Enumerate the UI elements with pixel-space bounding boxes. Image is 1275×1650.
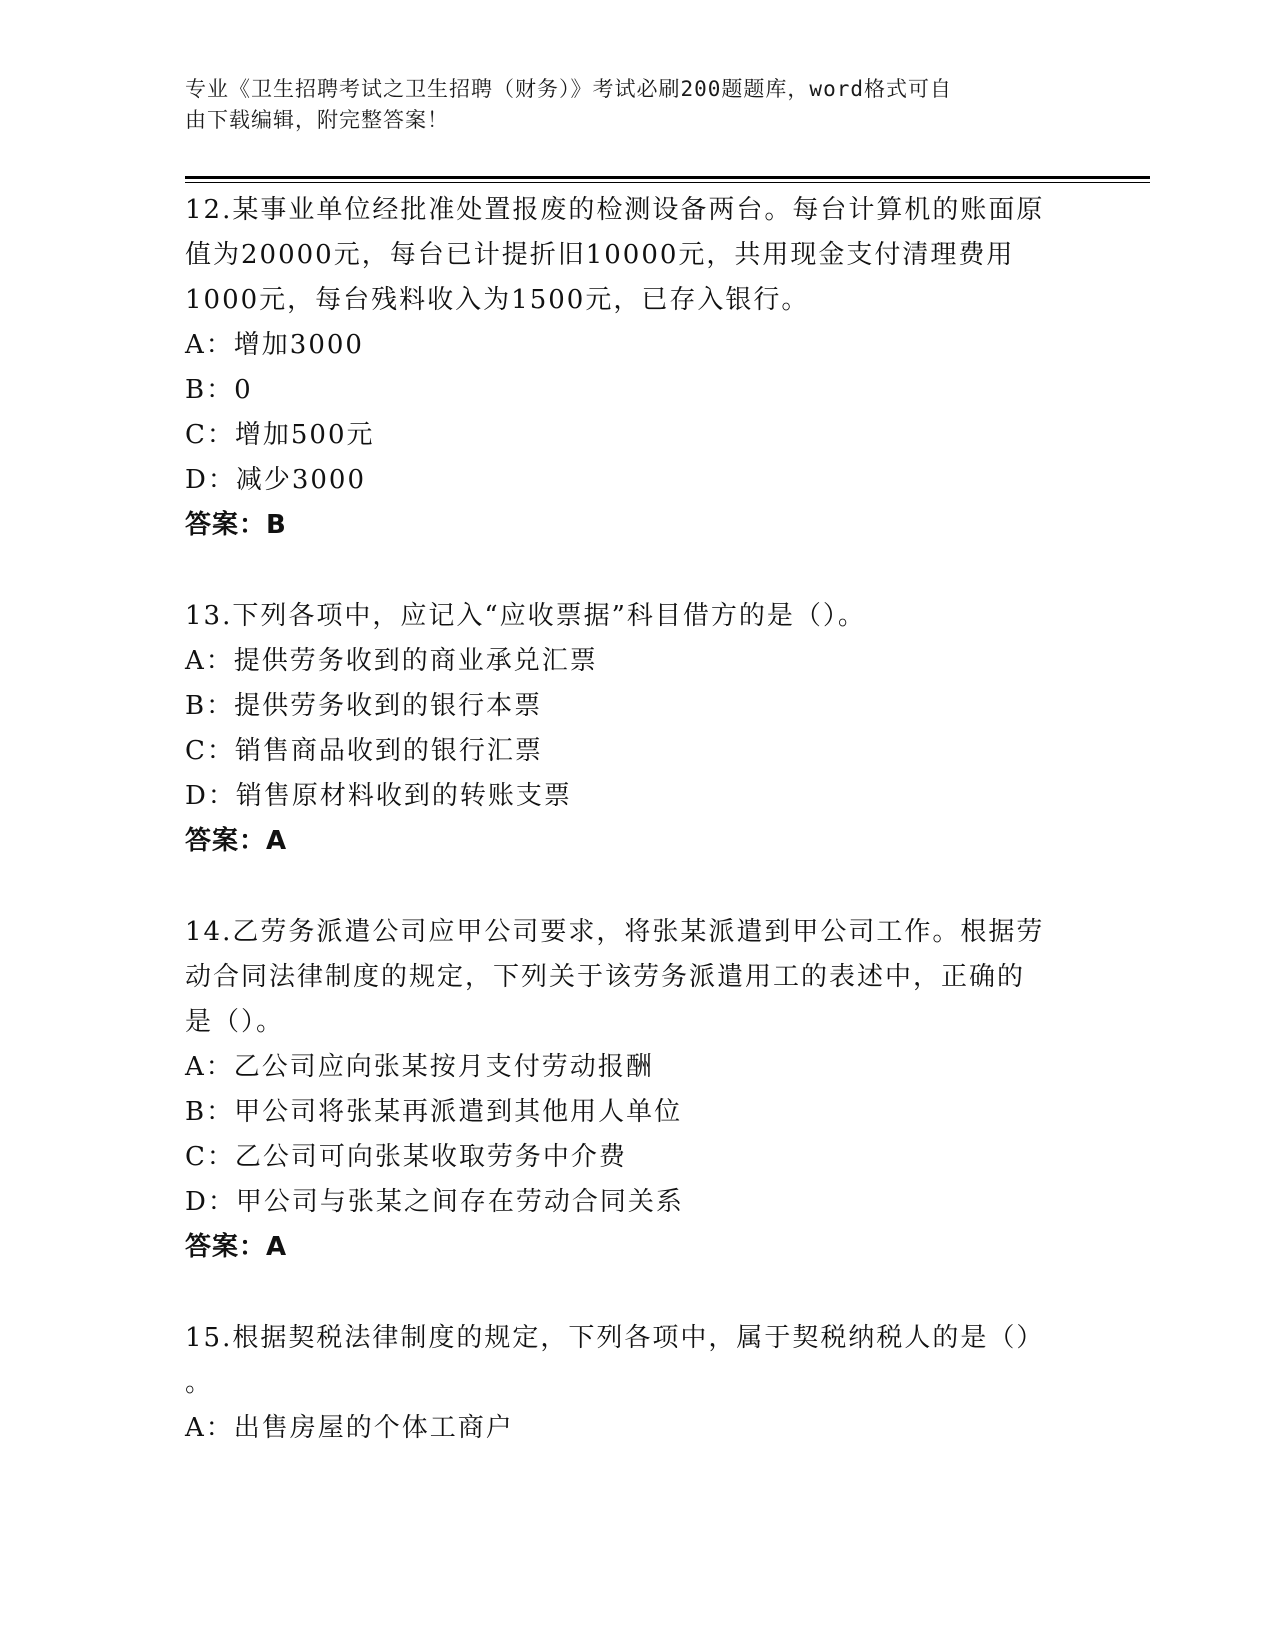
header-line-2: 由下载编辑，附完整答案！ <box>185 108 449 132</box>
header-line-1: 专业《卫生招聘考试之卫生招聘（财务）》考试必刷200题题库，word格式可自 <box>185 77 952 101</box>
option-a: A：乙公司应向张某按月支付劳动报酬 <box>185 1052 654 1082</box>
option-a: A：出售房屋的个体工商户 <box>185 1413 514 1443</box>
question-text-line: 1000元，每台残料收入为1500元，已存入银行。 <box>185 285 810 315</box>
option-c: C：乙公司可向张某收取劳务中介费 <box>185 1142 627 1172</box>
option-d: D：甲公司与张某之间存在劳动合同关系 <box>185 1187 684 1217</box>
question-list <box>185 188 1085 1451</box>
option-b: B：提供劳务收到的银行本票 <box>185 691 543 721</box>
option-b: B：甲公司将张某再派遣到其他用人单位 <box>185 1097 683 1127</box>
question-text-line: 12.某事业单位经批准处置报废的检测设备两台。每台计算机的账面原 <box>185 195 1045 225</box>
header-divider-thick <box>185 176 1150 179</box>
header-divider-thin <box>185 182 1150 183</box>
option-c: C：销售商品收到的银行汇票 <box>185 736 543 766</box>
question-text-line: 13.下列各项中，应记入“应收票据”科目借方的是（）。 <box>185 601 866 631</box>
question-15 <box>185 1316 1085 1451</box>
option-a: A：提供劳务收到的商业承兑汇票 <box>185 646 598 676</box>
question-text-line: 。 <box>185 1368 214 1398</box>
question-text-line: 动合同法律制度的规定，下列关于该劳务派遣用工的表述中，正确的 <box>185 962 1026 992</box>
question-text-line: 15.根据契税法律制度的规定，下列各项中，属于契税纳税人的是（） <box>185 1323 1045 1353</box>
question-text-line: 值为20000元，每台已计提折旧10000元，共用现金支付清理费用 <box>185 240 1015 270</box>
option-d: D：销售原材料收到的转账支票 <box>185 781 572 811</box>
question-12 <box>185 188 1085 548</box>
document-header <box>185 74 1065 136</box>
question-13 <box>185 594 1085 864</box>
question-text-line: 14.乙劳务派遣公司应甲公司要求，将张某派遣到甲公司工作。根据劳 <box>185 917 1045 947</box>
option-c: C：增加500元 <box>185 420 375 450</box>
question-14 <box>185 910 1085 1270</box>
answer-label: 答案：A <box>185 826 288 856</box>
answer-label: 答案：A <box>185 1232 288 1262</box>
option-a: A：增加3000 <box>185 330 364 360</box>
option-d: D：减少3000 <box>185 465 367 495</box>
option-b: B：0 <box>185 375 253 405</box>
question-text-line: 是（）。 <box>185 1007 285 1037</box>
answer-label: 答案：B <box>185 510 287 540</box>
